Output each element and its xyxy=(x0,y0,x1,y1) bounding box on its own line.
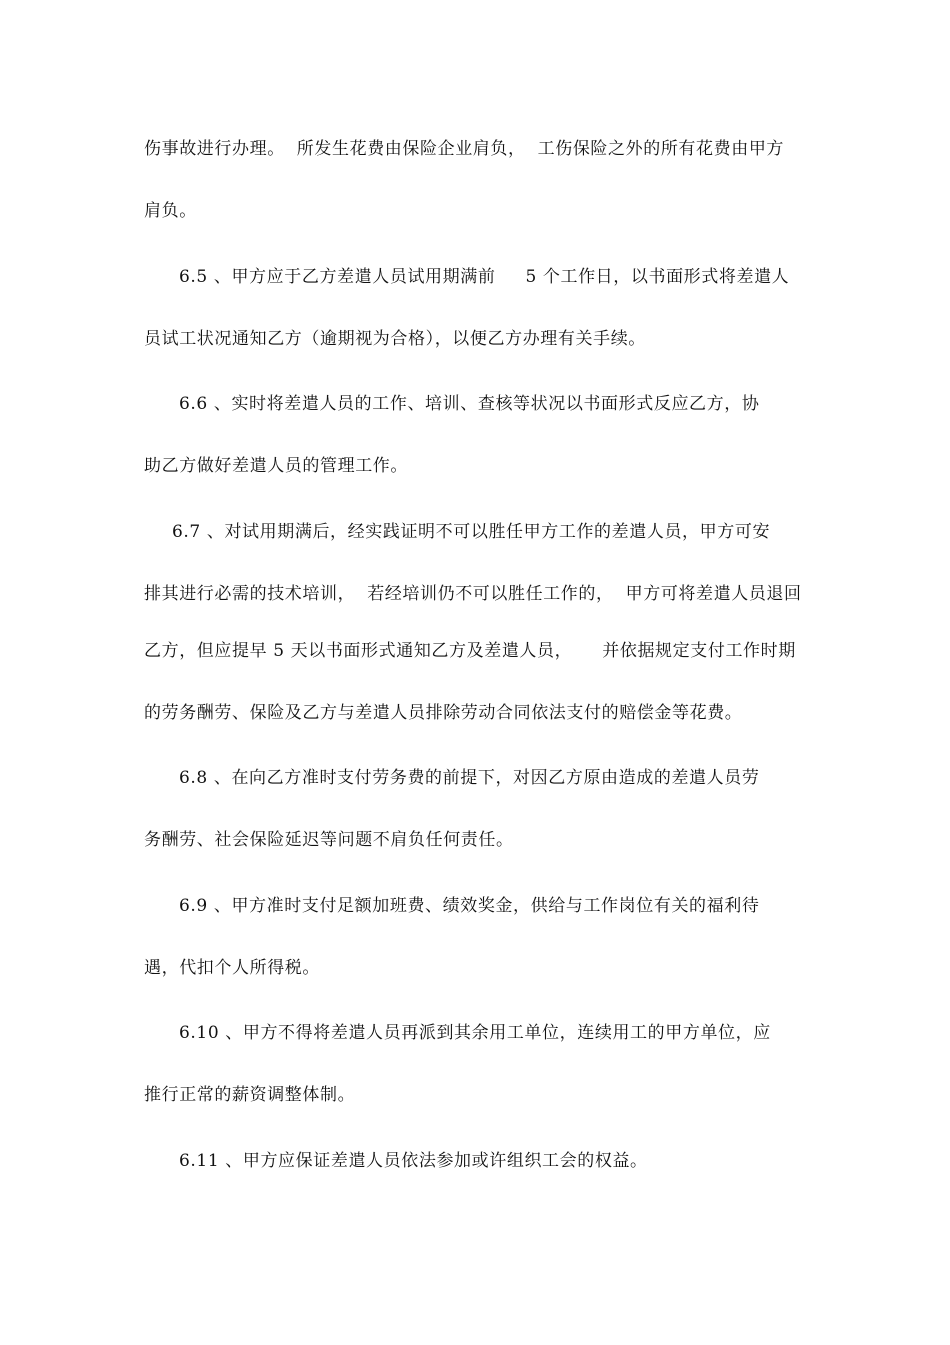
text-line: 遇，代扣个人所得税。 xyxy=(144,958,320,978)
clause-6-8-line: 6.8 、在向乙方准时支付劳务费的前提下，对因乙方原由造成的差遣人员劳 xyxy=(179,768,760,788)
clause-6-9-line: 6.9 、甲方准时支付足额加班费、绩效奖金，供给与工作岗位有关的福利待 xyxy=(179,896,760,916)
text-line: 助乙方做好差遣人员的管理工作。 xyxy=(144,456,408,476)
clause-6-11-line: 6.11 、甲方应保证差遣人员依法参加或许组织工会的权益。 xyxy=(179,1151,648,1171)
text-line: 员试工状况通知乙方（逾期视为合格），以便乙方办理有关手续。 xyxy=(144,329,646,349)
text-line: 的劳务酬劳、保险及乙方与差遣人员排除劳动合同依法支付的赔偿金等花费。 xyxy=(144,703,743,723)
clause-6-7-line: 6.7 、对试用期满后，经实践证明不可以胜任甲方工作的差遣人员，甲方可安 xyxy=(172,522,771,542)
text-line: 乙方，但应提早 5 天以书面形式通知乙方及差遣人员， 并依据规定支付工作时期 xyxy=(144,641,796,661)
text-line: 排其进行必需的技术培训， 若经培训仍不可以胜任工作的， 甲方可将差遣人员退回 xyxy=(144,584,802,604)
text-line: 伤事故进行办理。 所发生花费由保险企业肩负， 工伤保险之外的所有花费由甲方 xyxy=(144,139,785,159)
text-line: 务酬劳、社会保险延迟等问题不肩负任何责任。 xyxy=(144,830,514,850)
clause-6-10-line: 6.10 、甲方不得将差遣人员再派到其余用工单位，连续用工的甲方单位，应 xyxy=(179,1023,771,1043)
text-line: 推行正常的薪资调整体制。 xyxy=(144,1085,356,1105)
clause-6-5-line: 6.5 、甲方应于乙方差遣人员试用期满前 5 个工作日，以书面形式将差遣人 xyxy=(179,267,790,287)
clause-6-6-line: 6.6 、实时将差遣人员的工作、培训、查核等状况以书面形式反应乙方，协 xyxy=(179,394,760,414)
text-line: 肩负。 xyxy=(144,201,197,221)
